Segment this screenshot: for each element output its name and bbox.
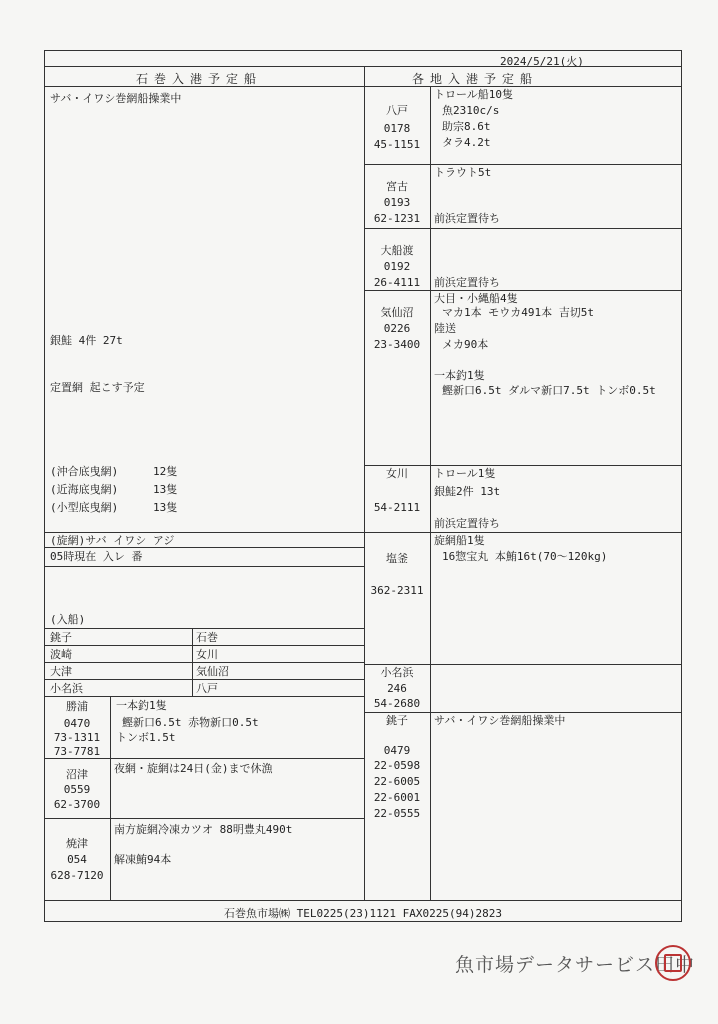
kesennuma-tel: 23-3400 xyxy=(373,338,421,351)
rule xyxy=(44,696,364,697)
rule xyxy=(44,900,682,901)
shiogama-line: 旋網船1隻 xyxy=(434,534,485,547)
port-cell: 大津 xyxy=(50,665,72,678)
kesennuma-line: 大目・小縄船4隻 xyxy=(434,292,518,305)
hachinohe-line: 助宗8.6t xyxy=(442,120,491,133)
left-note-ginzake: 銀鮭 4件 27t xyxy=(50,334,123,347)
rule xyxy=(44,532,364,533)
miyako-line: 前浜定置待ち xyxy=(434,212,500,225)
column-divider xyxy=(430,86,431,900)
miyako-name: 宮古 xyxy=(386,180,408,193)
miyako-line: トラウト5t xyxy=(434,166,492,179)
left-header: 石巻入港予定船 xyxy=(136,72,263,86)
rule xyxy=(364,164,682,165)
shiogama-name: 塩釜 xyxy=(386,552,408,565)
onagawa-line: 銀鮭2件 13t xyxy=(434,485,501,498)
port-cell: 女川 xyxy=(196,648,218,661)
kesennuma-line: マカ1本 モウカ491本 吉切5t xyxy=(442,306,594,319)
katsuura-tel: 0470 xyxy=(63,717,91,730)
numazu-line: 夜網・旋網は24日(金)まで休漁 xyxy=(114,762,273,775)
miyako-tel: 0193 xyxy=(383,196,411,209)
choshi-tel: 22-0555 xyxy=(373,807,421,820)
miyako-tel: 62-1231 xyxy=(373,212,421,225)
kinkai-label: (近海底曳網) xyxy=(50,483,119,496)
katsuura-line: 一本釣1隻 xyxy=(116,699,167,712)
numazu-tel: 62-3700 xyxy=(53,798,101,811)
kesennuma-name: 気仙沼 xyxy=(380,306,414,319)
rule xyxy=(364,532,682,533)
yaizu-line: 南方旋網冷凍カツオ 88明豊丸490t xyxy=(114,823,293,836)
katsuura-tel: 73-1311 xyxy=(53,731,101,744)
onahama-tel: 54-2680 xyxy=(373,697,421,710)
okiai-count: 12隻 xyxy=(153,465,178,478)
numazu-tel: 0559 xyxy=(63,783,91,796)
rule xyxy=(44,758,364,759)
katsuura-name: 勝浦 xyxy=(66,700,88,713)
ofunato-name: 大船渡 xyxy=(380,244,414,257)
kesennuma-line: 陸送 xyxy=(434,322,456,335)
katsuura-line: トンボ1.5t xyxy=(116,731,176,744)
hachinohe-name: 八戸 xyxy=(386,104,408,117)
onagawa-name: 女川 xyxy=(386,467,408,480)
port-cell: 波崎 xyxy=(50,648,72,661)
kesennuma-line: メカ90本 xyxy=(442,338,489,351)
right-header: 各地入港予定船 xyxy=(412,72,539,86)
kogata-label: (小型底曳網) xyxy=(50,501,119,514)
rule xyxy=(44,566,364,567)
hachinohe-line: 魚2310c/s xyxy=(442,104,500,117)
rule xyxy=(44,662,364,663)
kesennuma-line: 一本釣1隻 xyxy=(434,369,485,382)
ofunato-tel: 26-4111 xyxy=(373,276,421,289)
left-note-teichi: 定置網 起こす予定 xyxy=(50,381,145,394)
port-cell: 八戸 xyxy=(196,682,218,695)
onagawa-line: 前浜定置待ち xyxy=(434,517,500,530)
rule xyxy=(364,465,682,466)
numazu-name: 沼津 xyxy=(66,768,88,781)
onagawa-line: トロール1隻 xyxy=(434,467,496,480)
kesennuma-line: 鰹新口6.5t ダルマ新口7.5t トンボ0.5t xyxy=(442,384,656,397)
ofunato-tel: 0192 xyxy=(383,260,411,273)
kinkai-count: 13隻 xyxy=(153,483,178,496)
signature: 魚市場データサービス田中 xyxy=(455,954,696,976)
okiai-label: (沖合底曳網) xyxy=(50,465,119,478)
seal-stamp xyxy=(655,945,691,981)
nyusen-label: (入船) xyxy=(50,613,86,626)
ofunato-line: 前浜定置待ち xyxy=(434,276,500,289)
port-cell: 石巻 xyxy=(196,631,218,644)
yaizu-tel: 628-7120 xyxy=(50,869,104,882)
katsuura-line: 鰹新口6.5t 赤物新口0.5t xyxy=(122,716,259,729)
hachinohe-line: トロール船10隻 xyxy=(434,88,514,101)
onagawa-tel: 54-2111 xyxy=(373,501,421,514)
hachinohe-line: タラ4.2t xyxy=(442,136,491,149)
column-divider xyxy=(110,696,111,900)
port-cell: 気仙沼 xyxy=(196,665,229,678)
rule xyxy=(44,628,364,629)
left-note-saba: サバ・イワシ巻網船操業中 xyxy=(50,92,182,105)
rule xyxy=(44,547,364,548)
rule xyxy=(44,818,364,819)
choshi-tel: 22-6001 xyxy=(373,791,421,804)
choshi-tel: 22-0598 xyxy=(373,759,421,772)
rule xyxy=(364,664,682,665)
port-cell: 小名浜 xyxy=(50,682,83,695)
rule xyxy=(364,228,682,229)
kesennuma-tel: 0226 xyxy=(383,322,411,335)
onahama-tel: 246 xyxy=(387,682,407,695)
table-frame xyxy=(44,50,682,922)
choshi-line: サバ・イワシ巻網船操業中 xyxy=(434,714,566,727)
shiogama-tel: 362-2311 xyxy=(370,584,424,597)
onahama-name: 小名浜 xyxy=(380,666,414,679)
footer-contact: 石巻魚市場㈱ TEL0225(23)1121 FAX0225(94)2823 xyxy=(224,907,502,920)
choshi-name: 銚子 xyxy=(386,714,408,727)
yaizu-tel: 054 xyxy=(67,853,87,866)
rule xyxy=(364,290,682,291)
shiogama-line: 16惣宝丸 本鮪16t(70〜120kg) xyxy=(442,550,608,563)
senmou-label: (旋網)サバ イワシ アジ xyxy=(50,534,175,547)
genzai-label: 05時現在 入レ 番 xyxy=(50,550,143,563)
katsuura-tel: 73-7781 xyxy=(53,745,101,758)
report-date: 2024/5/21(火) xyxy=(500,55,584,68)
rule xyxy=(44,645,364,646)
yaizu-name: 焼津 xyxy=(66,837,88,850)
rule xyxy=(44,66,682,67)
hachinohe-tel: 0178 xyxy=(383,122,411,135)
rule xyxy=(44,679,364,680)
kogata-count: 13隻 xyxy=(153,501,178,514)
port-cell: 銚子 xyxy=(50,631,72,644)
choshi-tel: 22-6005 xyxy=(373,775,421,788)
rule xyxy=(364,712,682,713)
yaizu-line: 解凍鮪94本 xyxy=(114,853,172,866)
column-divider xyxy=(192,628,193,696)
choshi-tel: 0479 xyxy=(383,744,411,757)
hachinohe-tel: 45-1151 xyxy=(373,138,421,151)
